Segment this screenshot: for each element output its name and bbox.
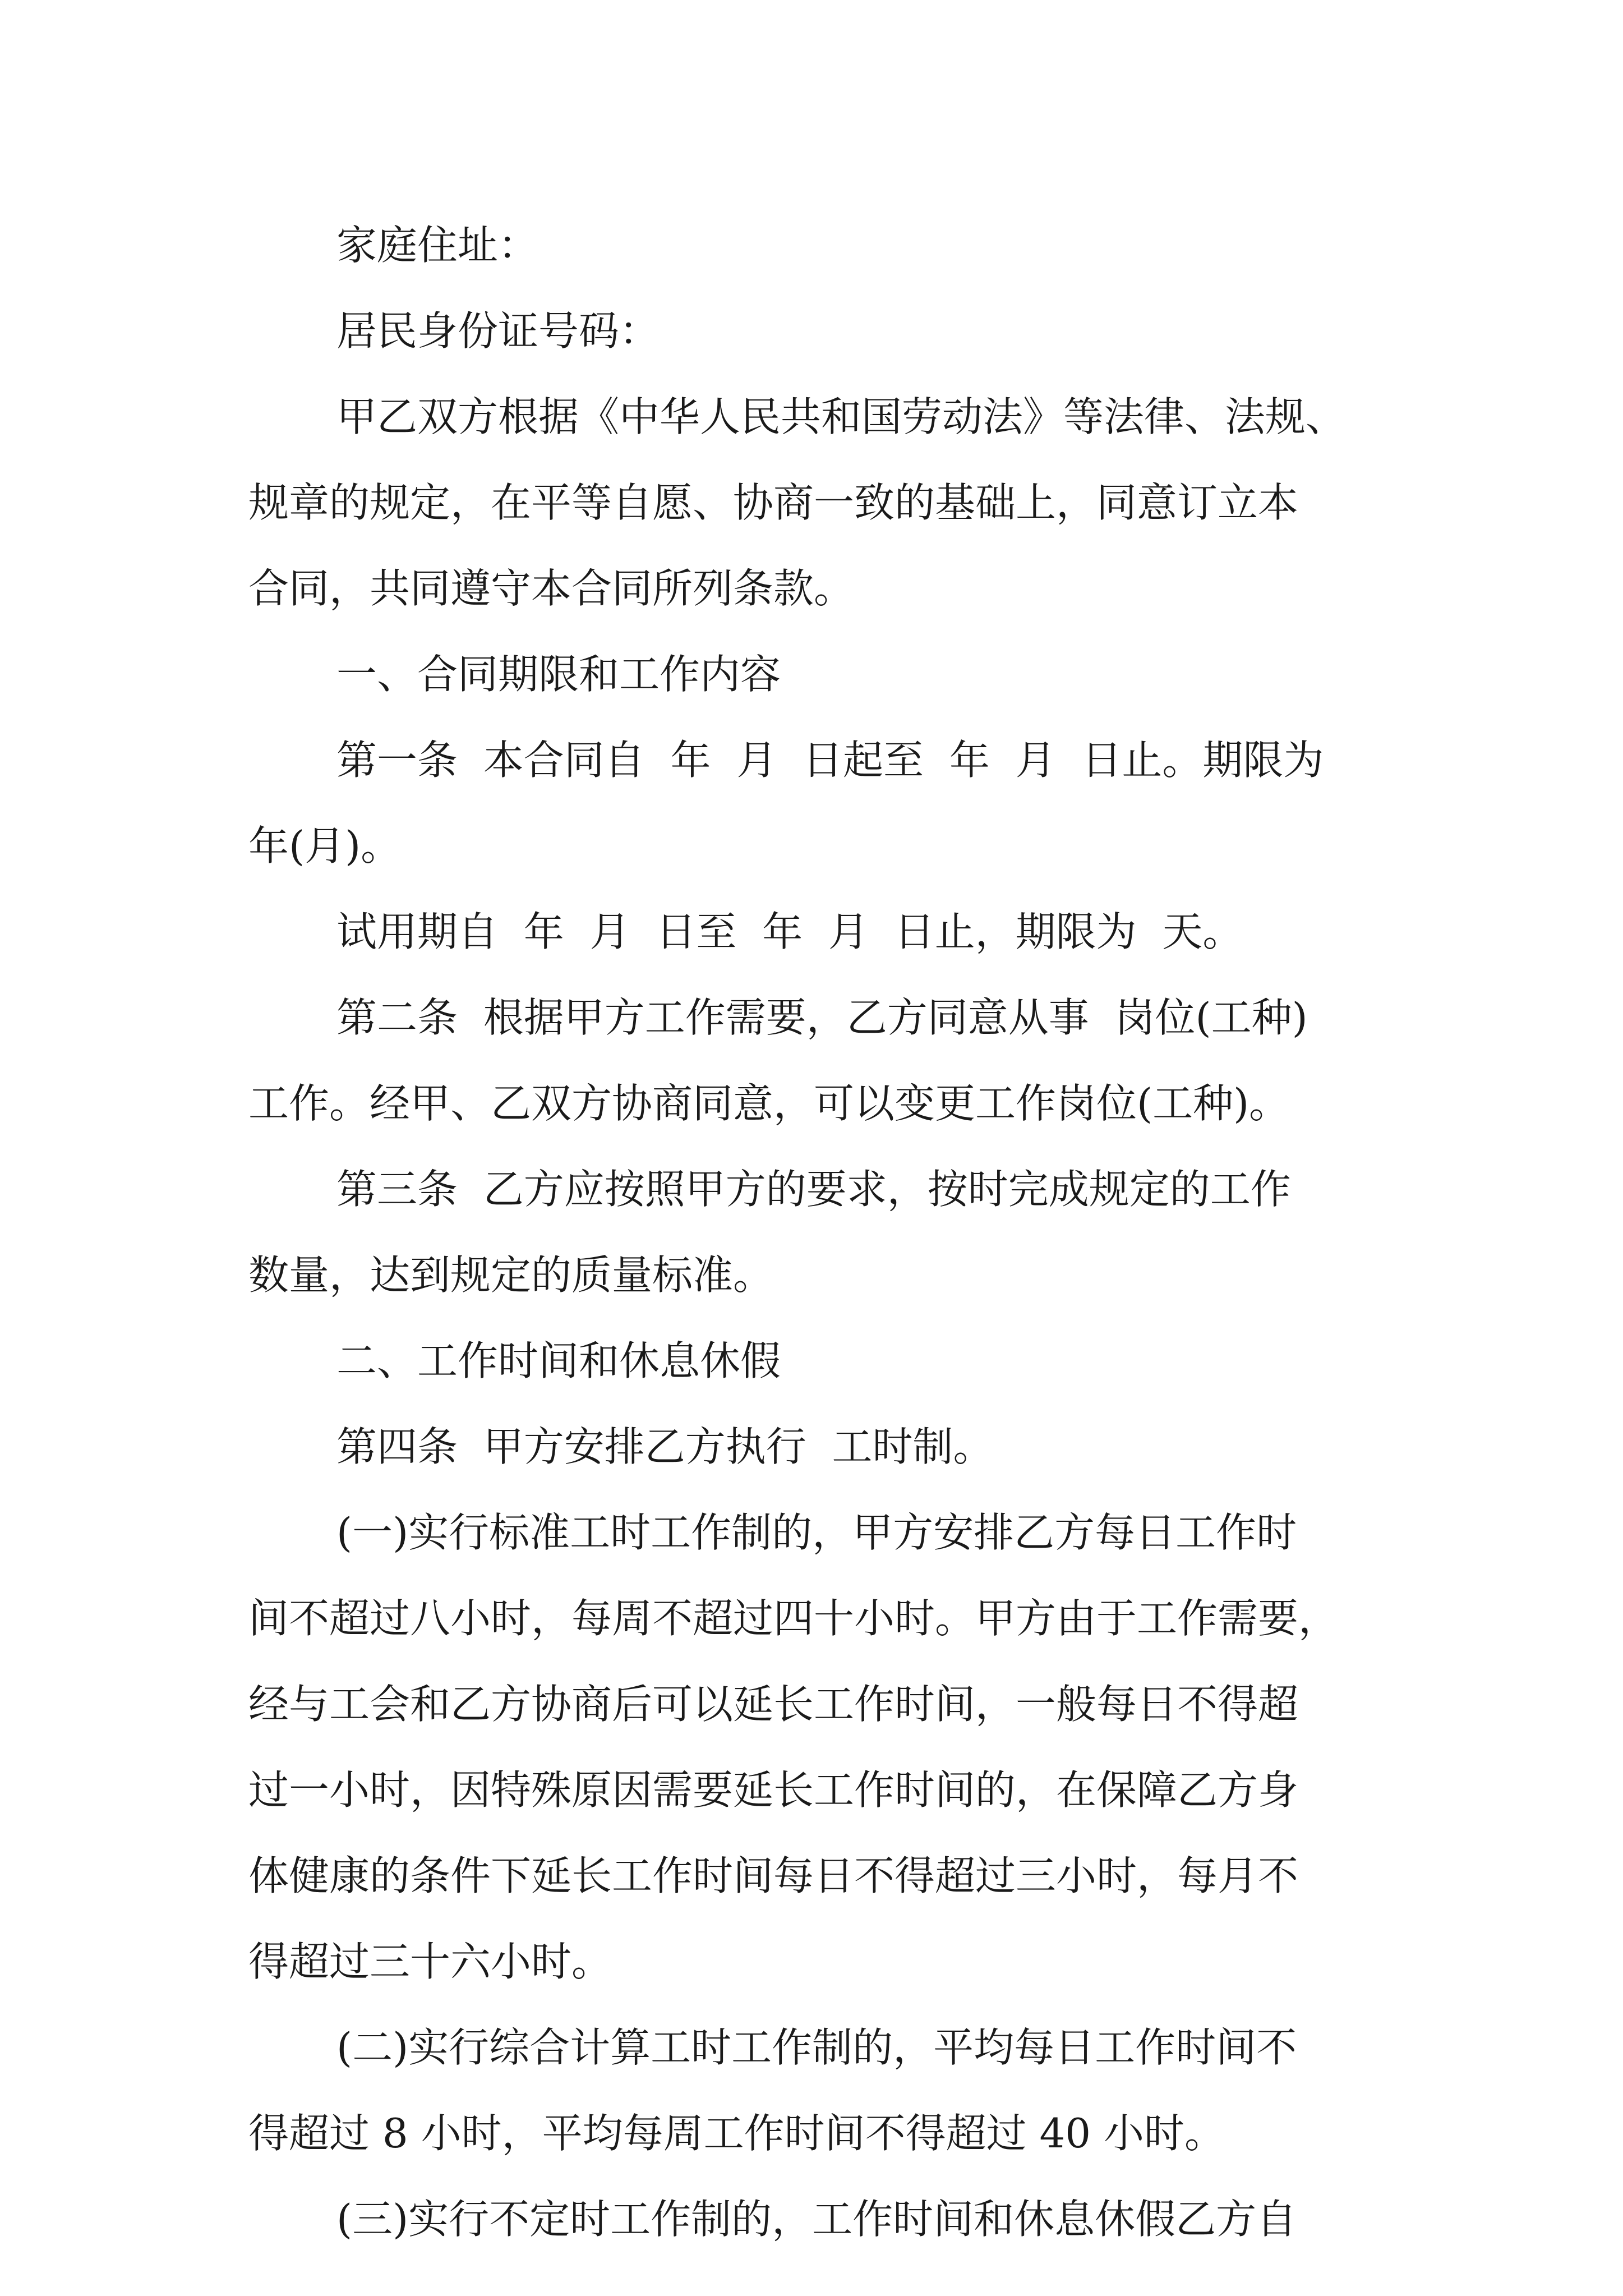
paragraph-line: 规章的规定，在平等自愿、协商一致的基础上，同意订立本 — [248, 479, 1299, 526]
paragraph-line: 数量，达到规定的质量标准。 — [248, 1251, 774, 1299]
paragraph-line: (三)实行不定时工作制的，工作时间和休息休假乙方自 — [336, 2196, 1297, 2243]
section-heading: 一、合同期限和工作内容 — [336, 651, 781, 698]
paragraph-line: (一)实行标准工时工作制的，甲方安排乙方每日工作时 — [336, 1509, 1297, 1556]
paragraph-line: 合同，共同遵守本合同所列条款。 — [248, 565, 855, 612]
paragraph-line: 得超过 8 小时，平均每周工作时间不得超过 40 小时。 — [248, 2110, 1225, 2157]
paragraph-line: 年(月)。 — [248, 822, 402, 869]
paragraph-line: 第一条 本合同自 年 月 日起至 年 月 日止。期限为 — [336, 737, 1324, 784]
paragraph-line: 过一小时，因特殊原因需要延长工作时间的，在保障乙方身 — [248, 1766, 1299, 1814]
paragraph-line: 体健康的条件下延长工作时间每日不得超过三小时，每月不 — [248, 1852, 1299, 1899]
section-heading: 二、工作时间和休息休假 — [336, 1337, 781, 1384]
paragraph-line: 甲乙双方根据《中华人民共和国劳动法》等法律、法规、 — [336, 393, 1347, 440]
paragraph-line: 得超过三十六小时。 — [248, 1938, 612, 1985]
paragraph-line: 第三条 乙方应按照甲方的要求，按时完成规定的工作 — [336, 1166, 1291, 1213]
paragraph-line: 间不超过八小时，每周不超过四十小时。甲方由于工作需要， — [248, 1595, 1339, 1642]
paragraph-line: 第二条 根据甲方工作需要，乙方同意从事 岗位(工种) — [336, 994, 1308, 1041]
paragraph-line: 试用期自 年 月 日至 年 月 日止，期限为 天。 — [336, 908, 1243, 955]
home-address-label: 家庭住址： — [336, 222, 539, 269]
paragraph-line: 经与工会和乙方协商后可以延长工作时间，一般每日不得超 — [248, 1681, 1299, 1728]
paragraph-line: (二)实行综合计算工时工作制的，平均每日工作时间不 — [336, 2024, 1297, 2071]
id-number-label: 居民身份证号码： — [336, 307, 660, 355]
paragraph-line: 第四条 甲方安排乙方执行 工时制。 — [336, 1423, 994, 1470]
paragraph-line: 工作。经甲、乙双方协商同意，可以变更工作岗位(工种)。 — [248, 1080, 1290, 1127]
